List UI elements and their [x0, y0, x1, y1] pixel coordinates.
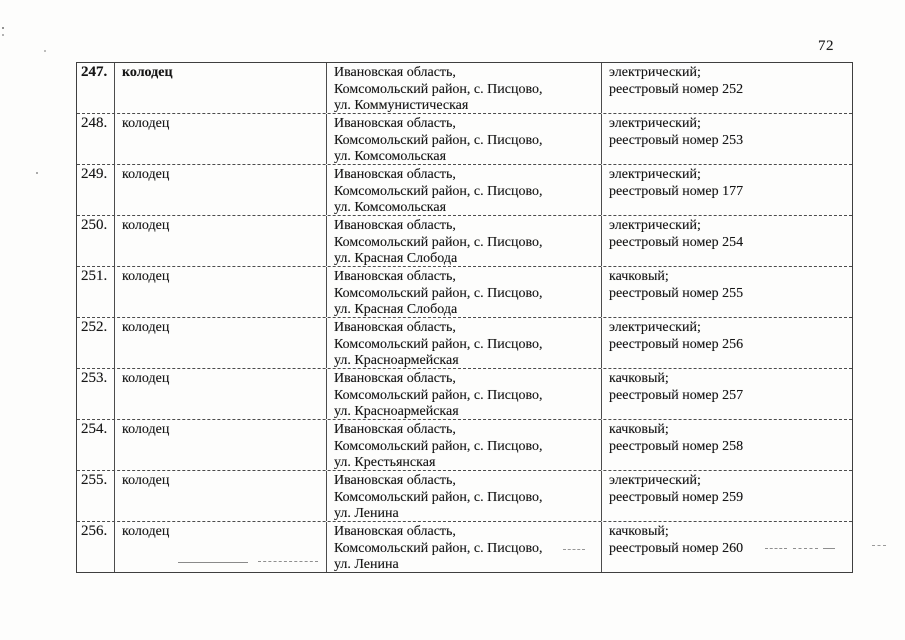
object-name: колодец [114, 216, 326, 266]
row-number: 254. [81, 421, 108, 437]
page-number: 72 [818, 38, 834, 54]
object-name: колодец [114, 267, 326, 317]
object-name: колодец [114, 165, 326, 215]
address-line: Комсомольский район, с. Писцово, [334, 438, 543, 454]
address-cell [326, 216, 601, 266]
type-line: реестровый номер 253 [609, 132, 744, 148]
table-row [77, 164, 852, 215]
table-row [77, 419, 852, 470]
type-cell [601, 522, 852, 572]
row-number: 251. [81, 268, 108, 284]
row-number: 253. [81, 370, 108, 386]
address-line: Комсомольский район, с. Писцово, [334, 540, 543, 556]
address-cell [326, 267, 601, 317]
scan-dash [823, 548, 835, 550]
address-line: ул. Красная Слобода [334, 302, 458, 317]
scan-speck [2, 27, 4, 29]
object-name: колодец [114, 63, 326, 113]
address-line: Комсомольский район, с. Писцово, [334, 132, 543, 148]
type-line: электрический; [609, 473, 701, 488]
address-line: Комсомольский район, с. Писцово, [334, 183, 543, 199]
type-line: качковый; [609, 422, 669, 437]
type-cell [601, 63, 852, 113]
type-line: электрический; [609, 218, 701, 233]
address-line: Ивановская область, [334, 269, 456, 284]
address-line: ул. Комсомольская [334, 149, 447, 164]
table-row [77, 63, 852, 113]
type-cell [601, 369, 852, 419]
table-row [77, 215, 852, 266]
type-line: реестровый номер 259 [609, 489, 744, 505]
type-cell [601, 114, 852, 164]
address-line: Ивановская область, [334, 524, 456, 539]
address-line: Комсомольский район, с. Писцово, [334, 285, 543, 301]
address-line: ул. Ленина [334, 557, 399, 572]
table-row [77, 317, 852, 368]
address-line: Ивановская область, [334, 65, 456, 80]
object-name: колодец [114, 114, 326, 164]
address-cell [326, 471, 601, 521]
type-line: электрический; [609, 116, 701, 131]
type-line: реестровый номер 177 [609, 183, 744, 199]
address-line: ул. Ленина [334, 506, 399, 521]
scan-dash [178, 562, 248, 564]
type-line: реестровый номер 255 [609, 285, 744, 301]
scan-dash [563, 549, 585, 551]
table-row [77, 266, 852, 317]
type-cell [601, 471, 852, 521]
address-line: Ивановская область, [334, 473, 456, 488]
object-name: колодец [114, 522, 326, 572]
table-row [77, 113, 852, 164]
scan-speck [36, 172, 38, 174]
row-number: 256. [81, 523, 108, 539]
address-line: Ивановская область, [334, 167, 456, 182]
type-line: качковый; [609, 269, 669, 284]
type-line: реестровый номер 260 [609, 540, 744, 556]
type-line: реестровый номер 252 [609, 81, 744, 97]
address-line: Комсомольский район, с. Писцово, [334, 489, 543, 505]
address-line: ул. Комсомольская [334, 200, 447, 215]
type-line: электрический; [609, 167, 701, 182]
address-cell [326, 165, 601, 215]
scan-dash [258, 561, 318, 563]
type-line: реестровый номер 258 [609, 438, 744, 454]
scan-dash [872, 545, 886, 547]
address-cell [326, 114, 601, 164]
table-row [77, 368, 852, 419]
address-line: Комсомольский район, с. Писцово, [334, 387, 543, 403]
row-number: 252. [81, 319, 108, 335]
address-cell [326, 522, 601, 572]
address-line: ул. Красная Слобода [334, 251, 458, 266]
address-cell [326, 369, 601, 419]
row-number: 250. [81, 217, 108, 233]
address-line: Комсомольский район, с. Писцово, [334, 234, 543, 250]
type-line: качковый; [609, 371, 669, 386]
scan-dash [793, 548, 818, 550]
address-line: ул. Красноармейская [334, 353, 459, 368]
address-cell [326, 63, 601, 113]
type-line: электрический; [609, 65, 701, 80]
table-row [77, 521, 852, 572]
type-cell [601, 216, 852, 266]
scan-speck [44, 50, 46, 52]
address-line: Ивановская область, [334, 320, 456, 335]
row-number: 247. [81, 64, 108, 80]
type-line: реестровый номер 254 [609, 234, 744, 250]
row-number: 249. [81, 166, 108, 182]
type-line: электрический; [609, 320, 701, 335]
object-name: колодец [114, 318, 326, 368]
scan-speck [2, 34, 4, 36]
type-line: реестровый номер 257 [609, 387, 744, 403]
document-table [76, 62, 853, 573]
table-row [77, 470, 852, 521]
type-line: реестровый номер 256 [609, 336, 744, 352]
address-line: Ивановская область, [334, 371, 456, 386]
type-cell [601, 267, 852, 317]
row-number: 248. [81, 115, 108, 131]
address-line: Ивановская область, [334, 218, 456, 233]
type-cell [601, 165, 852, 215]
object-name: колодец [114, 420, 326, 470]
address-line: ул. Коммунистическая [334, 98, 469, 113]
address-line: Комсомольский район, с. Писцово, [334, 336, 543, 352]
scan-dash [765, 548, 787, 550]
type-line: качковый; [609, 524, 669, 539]
address-line: ул. Крестьянская [334, 455, 436, 470]
address-line: Ивановская область, [334, 422, 456, 437]
address-line: Комсомольский район, с. Писцово, [334, 81, 543, 97]
row-number: 255. [81, 472, 108, 488]
address-line: ул. Красноармейская [334, 404, 459, 419]
type-cell [601, 420, 852, 470]
address-cell [326, 420, 601, 470]
type-cell [601, 318, 852, 368]
object-name: колодец [114, 369, 326, 419]
object-name: колодец [114, 471, 326, 521]
address-line: Ивановская область, [334, 116, 456, 131]
address-cell [326, 318, 601, 368]
